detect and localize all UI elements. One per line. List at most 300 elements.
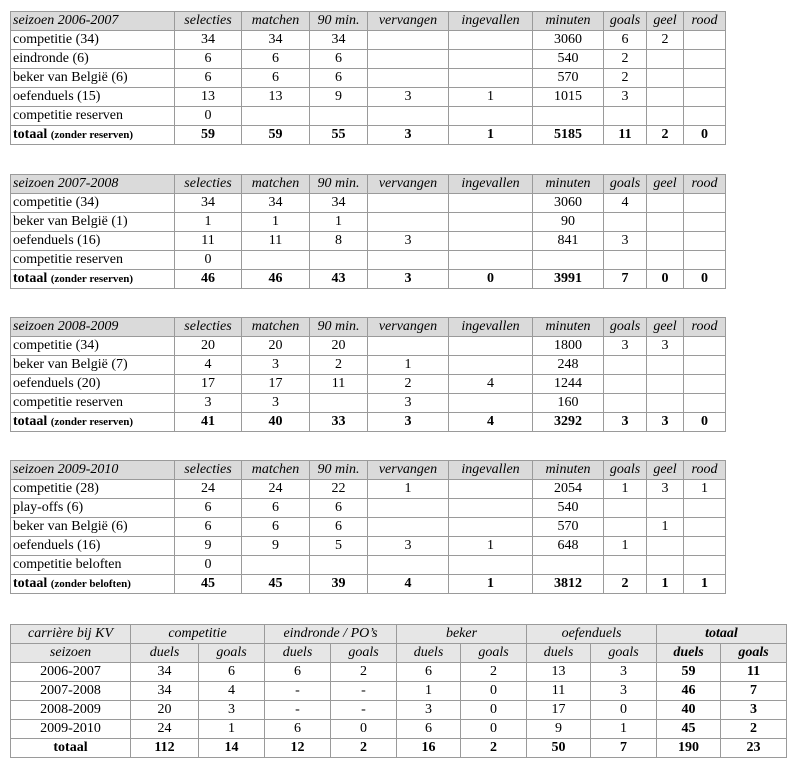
cell-value [449, 232, 533, 251]
season-header-row [11, 461, 726, 480]
season-table [10, 174, 726, 289]
cell-value [604, 107, 647, 126]
cell-value [368, 69, 449, 88]
total-value: 4 [368, 575, 449, 594]
total-label [11, 126, 175, 145]
cell-value [647, 375, 684, 394]
cell-value: 34 [310, 31, 368, 50]
cell-value [647, 69, 684, 88]
cell-value [449, 518, 533, 537]
cell-value [449, 194, 533, 213]
column-header: 90 min. [310, 318, 368, 337]
cell-value [368, 499, 449, 518]
cell-value [647, 394, 684, 413]
total-text: totaal [13, 576, 48, 591]
season-header-row [11, 12, 726, 31]
cell-value: 0 [175, 251, 242, 270]
row-label: competitie reserven [11, 394, 175, 413]
cell-value: 34 [131, 682, 199, 701]
cell-value: 4 [604, 194, 647, 213]
cell-value [604, 394, 647, 413]
total-value: 3 [368, 270, 449, 289]
table-row [11, 682, 787, 701]
cell-value: 34 [175, 31, 242, 50]
total-value: 7 [604, 270, 647, 289]
cell-value [449, 394, 533, 413]
cell-value: - [265, 682, 331, 701]
total-note: (zonder reserven) [50, 129, 134, 141]
total-value: 1 [647, 575, 684, 594]
season-title: seizoen 2009-2010 [11, 461, 175, 480]
cell-value [449, 251, 533, 270]
cell-value [368, 213, 449, 232]
season-label: seizoen [11, 644, 131, 663]
table-row [11, 556, 726, 575]
cell-value: 0 [175, 556, 242, 575]
cell-value [368, 107, 449, 126]
column-header: selecties [175, 461, 242, 480]
row-label: competitie beloften [11, 556, 175, 575]
total-text: totaal [13, 127, 48, 142]
total-row [11, 270, 726, 289]
sub-header: goals [721, 644, 787, 663]
season-header-row [11, 318, 726, 337]
cell-value: 2054 [533, 480, 604, 499]
cell-value [684, 337, 726, 356]
total-value: 16 [397, 739, 461, 758]
column-header: 90 min. [310, 175, 368, 194]
sub-header: duels [131, 644, 199, 663]
cell-value: 1 [684, 480, 726, 499]
table-row [11, 107, 726, 126]
cell-value: 6 [265, 720, 331, 739]
row-label: beker van België (6) [11, 69, 175, 88]
cell-value: 3 [647, 480, 684, 499]
cell-value: 3 [591, 663, 657, 682]
total-value: 39 [310, 575, 368, 594]
cell-value [647, 50, 684, 69]
row-label: beker van België (1) [11, 213, 175, 232]
cell-value: 0 [461, 701, 527, 720]
cell-value: 6 [175, 499, 242, 518]
cell-value: 3 [368, 232, 449, 251]
cell-value: 1 [199, 720, 265, 739]
cell-value: 3 [604, 232, 647, 251]
column-header: minuten [533, 12, 604, 31]
column-header: goals [604, 318, 647, 337]
cell-value: 3060 [533, 31, 604, 50]
total-label [11, 413, 175, 432]
row-label: beker van België (7) [11, 356, 175, 375]
column-header: matchen [242, 12, 310, 31]
table-row [11, 518, 726, 537]
cell-value [533, 251, 604, 270]
cell-value [684, 88, 726, 107]
row-label: oefenduels (16) [11, 232, 175, 251]
cell-value [684, 499, 726, 518]
column-header: matchen [242, 318, 310, 337]
cell-value: 20 [131, 701, 199, 720]
cell-value [647, 88, 684, 107]
column-header: matchen [242, 461, 310, 480]
cell-value: - [265, 701, 331, 720]
cell-value [449, 50, 533, 69]
table-row [11, 31, 726, 50]
table-row [11, 701, 787, 720]
season-table [10, 11, 726, 145]
column-header: ingevallen [449, 318, 533, 337]
cell-value: 841 [533, 232, 604, 251]
total-value: 7 [591, 739, 657, 758]
row-label: oefenduels (20) [11, 375, 175, 394]
group-header: eindronde / PO’s [265, 625, 397, 644]
total-value: 3991 [533, 270, 604, 289]
column-header: matchen [242, 175, 310, 194]
cell-value: 3 [604, 337, 647, 356]
cell-value: 1 [647, 518, 684, 537]
cell-value: 6 [175, 50, 242, 69]
cell-value: 11 [527, 682, 591, 701]
cell-value: 34 [242, 194, 310, 213]
total-value: 3 [604, 413, 647, 432]
cell-value: 6 [265, 663, 331, 682]
column-header: minuten [533, 318, 604, 337]
total-value: 55 [310, 126, 368, 145]
cell-value: 6 [175, 69, 242, 88]
table-row [11, 663, 787, 682]
cell-value: 570 [533, 518, 604, 537]
cell-value: 2 [604, 50, 647, 69]
cell-value: 34 [131, 663, 199, 682]
cell-value: 1 [449, 88, 533, 107]
cell-value [647, 107, 684, 126]
cell-value [604, 499, 647, 518]
cell-value: 540 [533, 50, 604, 69]
table-row [11, 232, 726, 251]
column-header: ingevallen [449, 175, 533, 194]
cell-value: 0 [331, 720, 397, 739]
cell-value [647, 194, 684, 213]
cell-value [684, 394, 726, 413]
cell-value: 9 [310, 88, 368, 107]
table-row [11, 394, 726, 413]
total-value: 3 [368, 126, 449, 145]
cell-value: 11 [310, 375, 368, 394]
cell-value: 6 [310, 499, 368, 518]
cell-value: 2 [331, 663, 397, 682]
total-value: 2 [331, 739, 397, 758]
cell-value [684, 232, 726, 251]
total-value: 46 [242, 270, 310, 289]
cell-value: 3 [397, 701, 461, 720]
sub-header: duels [527, 644, 591, 663]
row-label: beker van België (6) [11, 518, 175, 537]
cell-value [449, 31, 533, 50]
cell-value [684, 194, 726, 213]
career-table [10, 624, 787, 758]
cell-value [604, 213, 647, 232]
cell-value [310, 107, 368, 126]
cell-value: 24 [242, 480, 310, 499]
cell-value [368, 518, 449, 537]
season-title: seizoen 2008-2009 [11, 318, 175, 337]
cell-value [368, 251, 449, 270]
cell-value: 1 [591, 720, 657, 739]
season-header-row [11, 175, 726, 194]
career-season: 2007-2008 [11, 682, 131, 701]
season-title: seizoen 2006-2007 [11, 12, 175, 31]
table-row [11, 337, 726, 356]
total-value: 33 [310, 413, 368, 432]
cell-value [684, 107, 726, 126]
cell-value [604, 251, 647, 270]
cell-value: 9 [242, 537, 310, 556]
total-text: totaal [13, 271, 48, 286]
cell-value: 248 [533, 356, 604, 375]
table-row [11, 213, 726, 232]
cell-value: 6 [310, 69, 368, 88]
cell-value [449, 107, 533, 126]
cell-value: 6 [310, 50, 368, 69]
cell-value: 1015 [533, 88, 604, 107]
row-label: play-offs (6) [11, 499, 175, 518]
column-header: rood [684, 461, 726, 480]
column-header: geel [647, 175, 684, 194]
career-season: 2008-2009 [11, 701, 131, 720]
sub-header: goals [591, 644, 657, 663]
cell-value: 3 [368, 88, 449, 107]
total-value: 2 [647, 126, 684, 145]
cell-value [647, 537, 684, 556]
row-label: competitie (34) [11, 337, 175, 356]
cell-value: 3 [604, 88, 647, 107]
cell-value: 13 [242, 88, 310, 107]
column-header: rood [684, 12, 726, 31]
career-season: 2009-2010 [11, 720, 131, 739]
total-value: 3 [368, 413, 449, 432]
total-value: 11 [604, 126, 647, 145]
total-label: totaal [11, 739, 131, 758]
row-label: competitie reserven [11, 107, 175, 126]
career-sub-header [11, 644, 787, 663]
cell-value: 540 [533, 499, 604, 518]
cell-value [604, 518, 647, 537]
cell-value: 6 [397, 720, 461, 739]
cell-value: 2 [310, 356, 368, 375]
table-row [11, 194, 726, 213]
total-value: 59 [242, 126, 310, 145]
table-row [11, 499, 726, 518]
total-value: 3 [647, 413, 684, 432]
cell-value: 2 [604, 69, 647, 88]
total-value: 41 [175, 413, 242, 432]
season-table [10, 317, 726, 432]
total-label [11, 270, 175, 289]
group-header: oefenduels [527, 625, 657, 644]
cell-value [449, 356, 533, 375]
total-value: 2 [461, 739, 527, 758]
total-value: 40 [242, 413, 310, 432]
cell-value: 17 [527, 701, 591, 720]
cell-value [684, 356, 726, 375]
cell-value: 3060 [533, 194, 604, 213]
cell-value: 20 [310, 337, 368, 356]
cell-value [533, 556, 604, 575]
cell-value: 3 [242, 356, 310, 375]
cell-value: 11 [175, 232, 242, 251]
table-row [11, 537, 726, 556]
cell-value [684, 375, 726, 394]
table-row [11, 720, 787, 739]
row-label: competitie (34) [11, 31, 175, 50]
cell-value: 6 [242, 50, 310, 69]
total-value: 2 [604, 575, 647, 594]
total-value: 0 [449, 270, 533, 289]
total-text: totaal [13, 414, 48, 429]
row-label: oefenduels (16) [11, 537, 175, 556]
cell-value: 1 [604, 537, 647, 556]
cell-value: 6 [242, 518, 310, 537]
sub-header: goals [461, 644, 527, 663]
cell-value: 1 [604, 480, 647, 499]
row-label: eindronde (6) [11, 50, 175, 69]
column-header: ingevallen [449, 461, 533, 480]
total-value: 5185 [533, 126, 604, 145]
cell-value: 24 [175, 480, 242, 499]
cell-value: 2 [461, 663, 527, 682]
cell-value: 46 [657, 682, 721, 701]
column-header: vervangen [368, 175, 449, 194]
career-title: carrière bij KV [11, 625, 131, 644]
total-value: 0 [684, 270, 726, 289]
cell-value [449, 69, 533, 88]
cell-value [684, 537, 726, 556]
cell-value [368, 337, 449, 356]
column-header: minuten [533, 461, 604, 480]
cell-value: 160 [533, 394, 604, 413]
group-header: beker [397, 625, 527, 644]
cell-value: 0 [175, 107, 242, 126]
cell-value [684, 31, 726, 50]
row-label: competitie reserven [11, 251, 175, 270]
column-header: goals [604, 12, 647, 31]
cell-value: 13 [527, 663, 591, 682]
cell-value: 90 [533, 213, 604, 232]
cell-value [368, 556, 449, 575]
total-note: (zonder reserven) [50, 416, 134, 428]
cell-value [242, 107, 310, 126]
total-value: 3292 [533, 413, 604, 432]
cell-value [684, 69, 726, 88]
cell-value: 8 [310, 232, 368, 251]
total-value: 45 [242, 575, 310, 594]
total-value: 46 [175, 270, 242, 289]
cell-value: 34 [175, 194, 242, 213]
cell-value: 2 [647, 31, 684, 50]
column-header: 90 min. [310, 461, 368, 480]
cell-value: 6 [242, 69, 310, 88]
career-season: 2006-2007 [11, 663, 131, 682]
total-value: 14 [199, 739, 265, 758]
sub-header: duels [657, 644, 721, 663]
cell-value: 9 [175, 537, 242, 556]
cell-value: 1 [368, 480, 449, 499]
cell-value: 4 [199, 682, 265, 701]
table-row [11, 251, 726, 270]
cell-value: 6 [199, 663, 265, 682]
total-value: 4 [449, 413, 533, 432]
cell-value: 20 [175, 337, 242, 356]
cell-value [533, 107, 604, 126]
total-value: 112 [131, 739, 199, 758]
career-group-header [11, 625, 787, 644]
cell-value [604, 375, 647, 394]
cell-value: 3 [199, 701, 265, 720]
cell-value: 4 [175, 356, 242, 375]
cell-value [647, 213, 684, 232]
cell-value: 1 [397, 682, 461, 701]
cell-value: 24 [131, 720, 199, 739]
total-value: 0 [684, 126, 726, 145]
sub-header: duels [265, 644, 331, 663]
cell-value [684, 50, 726, 69]
cell-value [242, 251, 310, 270]
sub-header: duels [397, 644, 461, 663]
cell-value: 1 [310, 213, 368, 232]
cell-value: 2 [721, 720, 787, 739]
cell-value: 3 [242, 394, 310, 413]
total-value: 59 [175, 126, 242, 145]
cell-value: 34 [310, 194, 368, 213]
group-header: competitie [131, 625, 265, 644]
cell-value [242, 556, 310, 575]
cell-value [449, 499, 533, 518]
total-value: 0 [684, 413, 726, 432]
cell-value: 1 [175, 213, 242, 232]
cell-value: 22 [310, 480, 368, 499]
cell-value [310, 394, 368, 413]
column-header: ingevallen [449, 12, 533, 31]
total-note: (zonder beloften) [50, 578, 131, 590]
total-value: 190 [657, 739, 721, 758]
cell-value: 17 [175, 375, 242, 394]
cell-value: 648 [533, 537, 604, 556]
cell-value: 6 [242, 499, 310, 518]
cell-value: 1 [449, 537, 533, 556]
cell-value [647, 356, 684, 375]
cell-value [647, 499, 684, 518]
cell-value [684, 556, 726, 575]
cell-value: 20 [242, 337, 310, 356]
cell-value [310, 556, 368, 575]
cell-value [647, 556, 684, 575]
cell-value: 59 [657, 663, 721, 682]
column-header: goals [604, 461, 647, 480]
total-value: 45 [175, 575, 242, 594]
sub-header: goals [199, 644, 265, 663]
row-label: competitie (34) [11, 194, 175, 213]
cell-value: 17 [242, 375, 310, 394]
row-label: oefenduels (15) [11, 88, 175, 107]
cell-value [604, 356, 647, 375]
column-header: goals [604, 175, 647, 194]
cell-value: 570 [533, 69, 604, 88]
total-row [11, 126, 726, 145]
table-row [11, 375, 726, 394]
total-value: 3812 [533, 575, 604, 594]
column-header: selecties [175, 318, 242, 337]
cell-value: - [331, 682, 397, 701]
